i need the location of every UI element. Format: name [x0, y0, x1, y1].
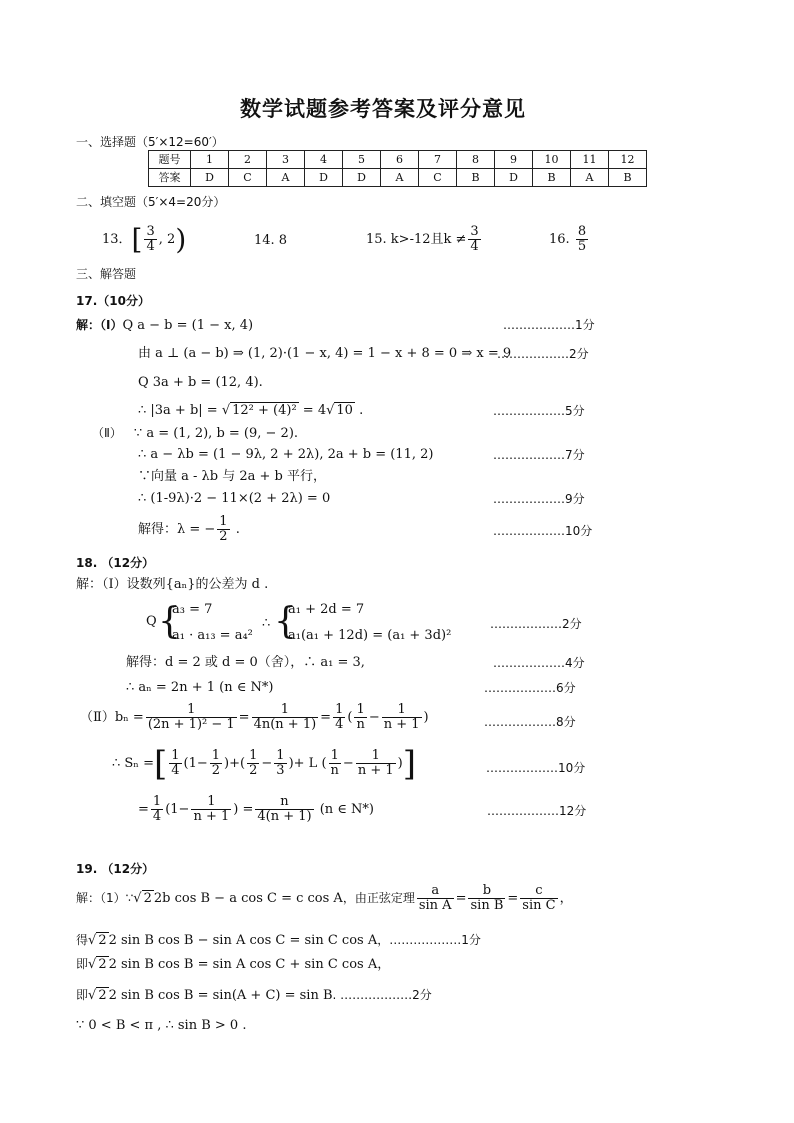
- q19-line-4: [76, 987, 432, 1004]
- sqrt-radicand: 2: [98, 988, 107, 1003]
- score-mark: ………………10分: [493, 524, 593, 538]
- score-mark: ………………5分: [493, 404, 585, 418]
- fraction: [210, 749, 222, 778]
- q18-line-1: 解：（Ⅰ）设数列{aₙ}的公差为 d .: [76, 577, 269, 592]
- fraction-numerator: 1: [249, 748, 258, 763]
- q17-line-2: 由 a ⊥ (a − b) ⇒ (1, 2)·(1 − x, 4) = 1 − x + 8 = 0 ⇒ x = 9: [138, 346, 512, 361]
- fraction-denominator: 4n(n + 1): [253, 717, 317, 732]
- table-cell: B: [457, 169, 495, 187]
- q19-line-4-pre: 即: [76, 988, 89, 1002]
- q18-part2-label: （Ⅱ）bₙ =: [80, 710, 144, 725]
- q17-line-5: [92, 425, 298, 442]
- q19-line-2-pre: 得: [76, 933, 89, 947]
- q18-line-3: 解得：d = 2 或 d = 0（舍），∴ a₁ = 3,: [126, 655, 365, 670]
- fraction-numerator: a: [417, 884, 454, 899]
- fraction-numerator: 1: [354, 703, 366, 718]
- section-solve-label: 三、解答题: [76, 267, 137, 281]
- table-cell: 11: [571, 151, 609, 169]
- fraction-numerator: 1: [152, 794, 162, 809]
- q18-line-6-mid: + L: [293, 756, 318, 771]
- table-cell: 4: [305, 151, 343, 169]
- fraction-numerator: 1: [211, 748, 221, 763]
- q18-heading: 18. （12分）: [76, 556, 155, 570]
- answer-15-prefix: 15. k>-12且k ≠: [366, 232, 467, 247]
- fraction-numerator: 1: [219, 514, 228, 529]
- q19-line-1: 解：（1）∵√ 2 2b cos B − a cos C = c cos A，由正弦定理 $\frac{a}{\text{sin A}}$ = $\frac{b}{\text{sin B}}$ = $\frac{c}{\text{sin C}}$ ，: [76, 883, 573, 913]
- score-mark: ………………1分: [503, 318, 595, 332]
- q18-system-2-eq-b: a₁(a₁ + 12d) = (a₁ + 3d)²: [288, 628, 452, 643]
- table-cell: B: [609, 169, 647, 187]
- q19-line-5: ∵ 0 < B < π , ∴ sin B > 0 .: [76, 1018, 247, 1033]
- section-choice-label: 一、选择题（5′×12=60′）: [76, 135, 224, 149]
- fraction: [354, 703, 366, 732]
- answer-15: [366, 222, 483, 258]
- left-brace: {: [158, 601, 181, 642]
- table-cell: A: [267, 169, 305, 187]
- fraction-denominator: 4: [152, 809, 162, 824]
- q19-line-2: [76, 932, 481, 949]
- table-cell: C: [419, 169, 457, 187]
- table-cell: 5: [343, 151, 381, 169]
- fraction-denominator: n + 1: [193, 809, 230, 824]
- table-cell: 10: [533, 151, 571, 169]
- q19-line-2-math: 2 sin B cos B − sin A cos C = sin C cos A: [108, 933, 378, 948]
- score-mark: ，………………1分: [377, 933, 481, 947]
- sqrt-sign: √: [88, 988, 97, 1003]
- page-title: 数学试题参考答案及评分意见: [240, 97, 526, 121]
- q19-line-1-mid: ，由正弦定理: [342, 891, 415, 905]
- q17-line-9: [138, 514, 240, 546]
- fraction-numerator: 1: [329, 749, 341, 764]
- q19-line-3: [76, 956, 390, 973]
- q17-line-6: ∴ a − λb = (1 − 9λ, 2 + 2λ), 2a + b = (11, 2): [138, 447, 434, 462]
- fraction-denominator: n + 1: [357, 763, 394, 778]
- sqrt-radicand: 2: [98, 957, 107, 972]
- fraction-denominator: sin B: [470, 898, 504, 913]
- q19-heading: 19. （12分）: [76, 862, 155, 876]
- fraction-denominator: 4: [470, 239, 479, 254]
- fraction-denominator: 4(n + 1): [257, 809, 312, 824]
- q17-line-1-math: Q a − b = (1 − x, 4): [122, 318, 254, 333]
- q18-line-6: ∴ Sₙ =[ $\frac{1}{4}$ (1− $\frac{1}{2}$ )+( $\frac{1}{2}$ − $\frac{1}{3}$ )+ L ( $\frac{1}{n}$ − $\frac{1}{n + 1}$ )]: [112, 743, 416, 784]
- fraction: [468, 225, 480, 254]
- fraction-denominator: sin C: [522, 898, 556, 913]
- fraction-denominator: 4: [146, 239, 155, 254]
- score-mark: ………………7分: [493, 448, 585, 462]
- q17-part2-label: （Ⅱ）: [92, 426, 122, 440]
- q19-line-3-math: 2 sin B cos B = sin A cos C + sin C cos A: [108, 957, 378, 972]
- table-cell: A: [381, 169, 419, 187]
- fraction-numerator: 1: [146, 703, 237, 718]
- fraction: [576, 225, 588, 254]
- fraction-numerator: 1: [356, 749, 396, 764]
- table-cell: 1: [191, 151, 229, 169]
- table-cell: D: [191, 169, 229, 187]
- table-cell: 3: [267, 151, 305, 169]
- table-cell: 8: [457, 151, 495, 169]
- fraction: [169, 749, 181, 778]
- fraction-numerator: 8: [577, 224, 587, 239]
- sqrt-sign: √: [133, 891, 142, 906]
- close-paren: ): [175, 222, 187, 256]
- score-mark: ………………2分: [490, 617, 582, 631]
- q17-line-1: [76, 317, 253, 334]
- fraction-numerator: 1: [382, 703, 422, 718]
- fraction: [417, 884, 454, 913]
- fraction-denominator: 2: [249, 763, 258, 778]
- score-mark: ………………6分: [484, 681, 576, 695]
- score-mark: ………………8分: [484, 715, 576, 729]
- score-mark: ………………2分: [497, 347, 589, 361]
- fraction: [146, 703, 237, 732]
- fraction-denominator: n: [356, 717, 365, 732]
- table-cell: C: [229, 169, 267, 187]
- open-bracket: [: [131, 222, 143, 256]
- table-cell: 7: [419, 151, 457, 169]
- sqrt-sign: √: [326, 403, 335, 418]
- table-cell: D: [343, 169, 381, 187]
- fraction-numerator: c: [520, 884, 557, 899]
- q17-line-9-pre: 解得：λ = −: [138, 522, 216, 537]
- q19-line-1-math: 2b cos B − a cos C = c cos A: [153, 891, 343, 906]
- q17-line-4-post: = 4: [298, 403, 327, 418]
- fraction-denominator: 3: [276, 763, 285, 778]
- table-answer-label: 答案: [149, 169, 191, 187]
- q17-line-5-math: ∵ a = (1, 2), b = (9, − 2).: [133, 426, 299, 441]
- open-bracket: [: [153, 743, 168, 784]
- fraction: [274, 749, 286, 778]
- fraction: [255, 795, 313, 824]
- fraction-denominator: 5: [577, 239, 587, 254]
- fraction-numerator: 3: [470, 224, 479, 239]
- table-cell: 6: [381, 151, 419, 169]
- fraction-denominator: 2: [219, 529, 228, 544]
- fraction-denominator: 2: [211, 763, 221, 778]
- fraction-numerator: b: [468, 884, 505, 899]
- fraction-numerator: 3: [146, 224, 155, 239]
- q18-line-7: = $\frac{1}{4}$ (1− $\frac{1}{n + 1}$ ) = $\frac{n}{4(n + 1)}$ (n ∈ N*): [138, 794, 374, 824]
- sqrt-radicand: 2: [98, 933, 107, 948]
- answer-13: [102, 222, 186, 258]
- fraction: [520, 884, 557, 913]
- score-mark: ………………9分: [493, 492, 585, 506]
- fraction-denominator: n: [330, 763, 339, 778]
- fraction: [144, 225, 156, 254]
- answer-table-answer-row: [149, 169, 647, 187]
- table-header-label: 题号: [149, 151, 191, 169]
- q18-line-4: ∴ aₙ = 2n + 1 (n ∈ N*): [126, 680, 274, 695]
- sqrt-radicand: 10: [336, 403, 353, 418]
- table-cell: D: [495, 169, 533, 187]
- fraction: [217, 515, 229, 544]
- answer-table: [148, 150, 647, 187]
- q18-system-2-pre: ∴: [262, 616, 271, 631]
- answer-14: 14. 8: [254, 233, 288, 248]
- q19-line-1-pre: 解：（1）∵: [76, 891, 134, 905]
- score-mark: ………………10分: [486, 761, 586, 775]
- fraction-numerator: n: [255, 795, 313, 810]
- q18-system-2-eq-a: a₁ + 2d = 7: [288, 602, 365, 617]
- answer-13-number: 13．: [102, 232, 132, 247]
- table-cell: 2: [229, 151, 267, 169]
- table-cell: B: [533, 169, 571, 187]
- fraction-denominator: (2n + 1)² − 1: [147, 717, 235, 732]
- fraction: [252, 703, 319, 732]
- q18-system-1-eq-b: a₁ · a₁₃ = a₄²: [172, 628, 253, 643]
- fraction: [247, 749, 259, 778]
- fraction-numerator: 1: [335, 702, 344, 717]
- q17-line-4-end: .: [354, 403, 364, 418]
- table-cell: 12: [609, 151, 647, 169]
- q17-line-4-pre: ∴ |3a + b| =: [138, 403, 222, 418]
- q18-system-1-q: Q: [146, 614, 157, 629]
- fraction-denominator: n + 1: [383, 717, 420, 732]
- score-mark: ………………12分: [487, 804, 587, 818]
- fraction: [151, 795, 163, 824]
- sqrt-radicand: 12² + (4)²: [232, 403, 297, 418]
- q17-line-7: ∵向量 a - λb 与 2a + b 平行，: [138, 469, 326, 484]
- q17-line-4: [138, 403, 363, 419]
- q18-system-1-eq-a: a₃ = 7: [172, 602, 213, 617]
- q17-line-8: ∴ (1-9λ)·2 − 11×(2 + 2λ) = 0: [138, 491, 331, 506]
- fraction-denominator: 4: [171, 763, 180, 778]
- answer-16-prefix: 16.: [549, 232, 570, 247]
- q19-line-3-pre: 即: [76, 957, 89, 971]
- fraction: [356, 749, 396, 778]
- table-cell: 9: [495, 151, 533, 169]
- sqrt-sign: √: [88, 933, 97, 948]
- sqrt-sign: √: [88, 957, 97, 972]
- fraction: [333, 703, 345, 732]
- score-mark: ………………4分: [493, 656, 585, 670]
- fraction: [191, 795, 231, 824]
- sqrt-sign: √: [221, 403, 231, 418]
- score-mark: . ………………2分: [332, 988, 432, 1002]
- fraction: [468, 884, 505, 913]
- fraction-numerator: 1: [191, 795, 231, 810]
- sqrt-radicand: 2: [143, 891, 152, 906]
- q18-line-6-pre: ∴ Sₙ =: [112, 756, 154, 771]
- q17-part1-label: 解：（Ⅰ）: [76, 318, 123, 332]
- fraction-numerator: 1: [252, 703, 319, 718]
- fraction: [329, 749, 341, 778]
- close-bracket: ]: [402, 743, 416, 784]
- fraction-numerator: 1: [171, 748, 180, 763]
- fraction: [382, 703, 422, 732]
- q19-line-4-math: 2 sin B cos B = sin(A + C) = sin B: [108, 988, 333, 1003]
- answer-table-number-row: [149, 151, 647, 169]
- fraction-numerator: 1: [276, 748, 285, 763]
- left-brace: {: [274, 601, 297, 642]
- answer-16: [549, 222, 590, 258]
- section-fill-label: 二、填空题（5′×4=20分）: [76, 195, 226, 209]
- q17-line-3: Q 3a + b = (12, 4).: [138, 375, 263, 390]
- q17-line-9-end: .: [231, 522, 240, 537]
- q18-line-7-end: (n ∈ N*): [319, 802, 374, 817]
- fraction-denominator: sin A: [418, 898, 452, 913]
- q17-heading: 17.（10分）: [76, 294, 150, 308]
- q18-line-5: （Ⅱ）bₙ = $\frac{1}{\text{(2n + 1)² − 1}}$ = $\frac{1}{4n(n + 1)}$ = $\frac{1}{4}$ ( $\frac{1}{n}$ − $\frac{1}{n + 1}$ ): [80, 702, 429, 732]
- q19-line-3-end: ，: [377, 957, 391, 972]
- table-cell: D: [305, 169, 343, 187]
- answer-13-rest: , 2: [158, 232, 176, 247]
- fraction-denominator: 4: [335, 717, 344, 732]
- table-cell: A: [571, 169, 609, 187]
